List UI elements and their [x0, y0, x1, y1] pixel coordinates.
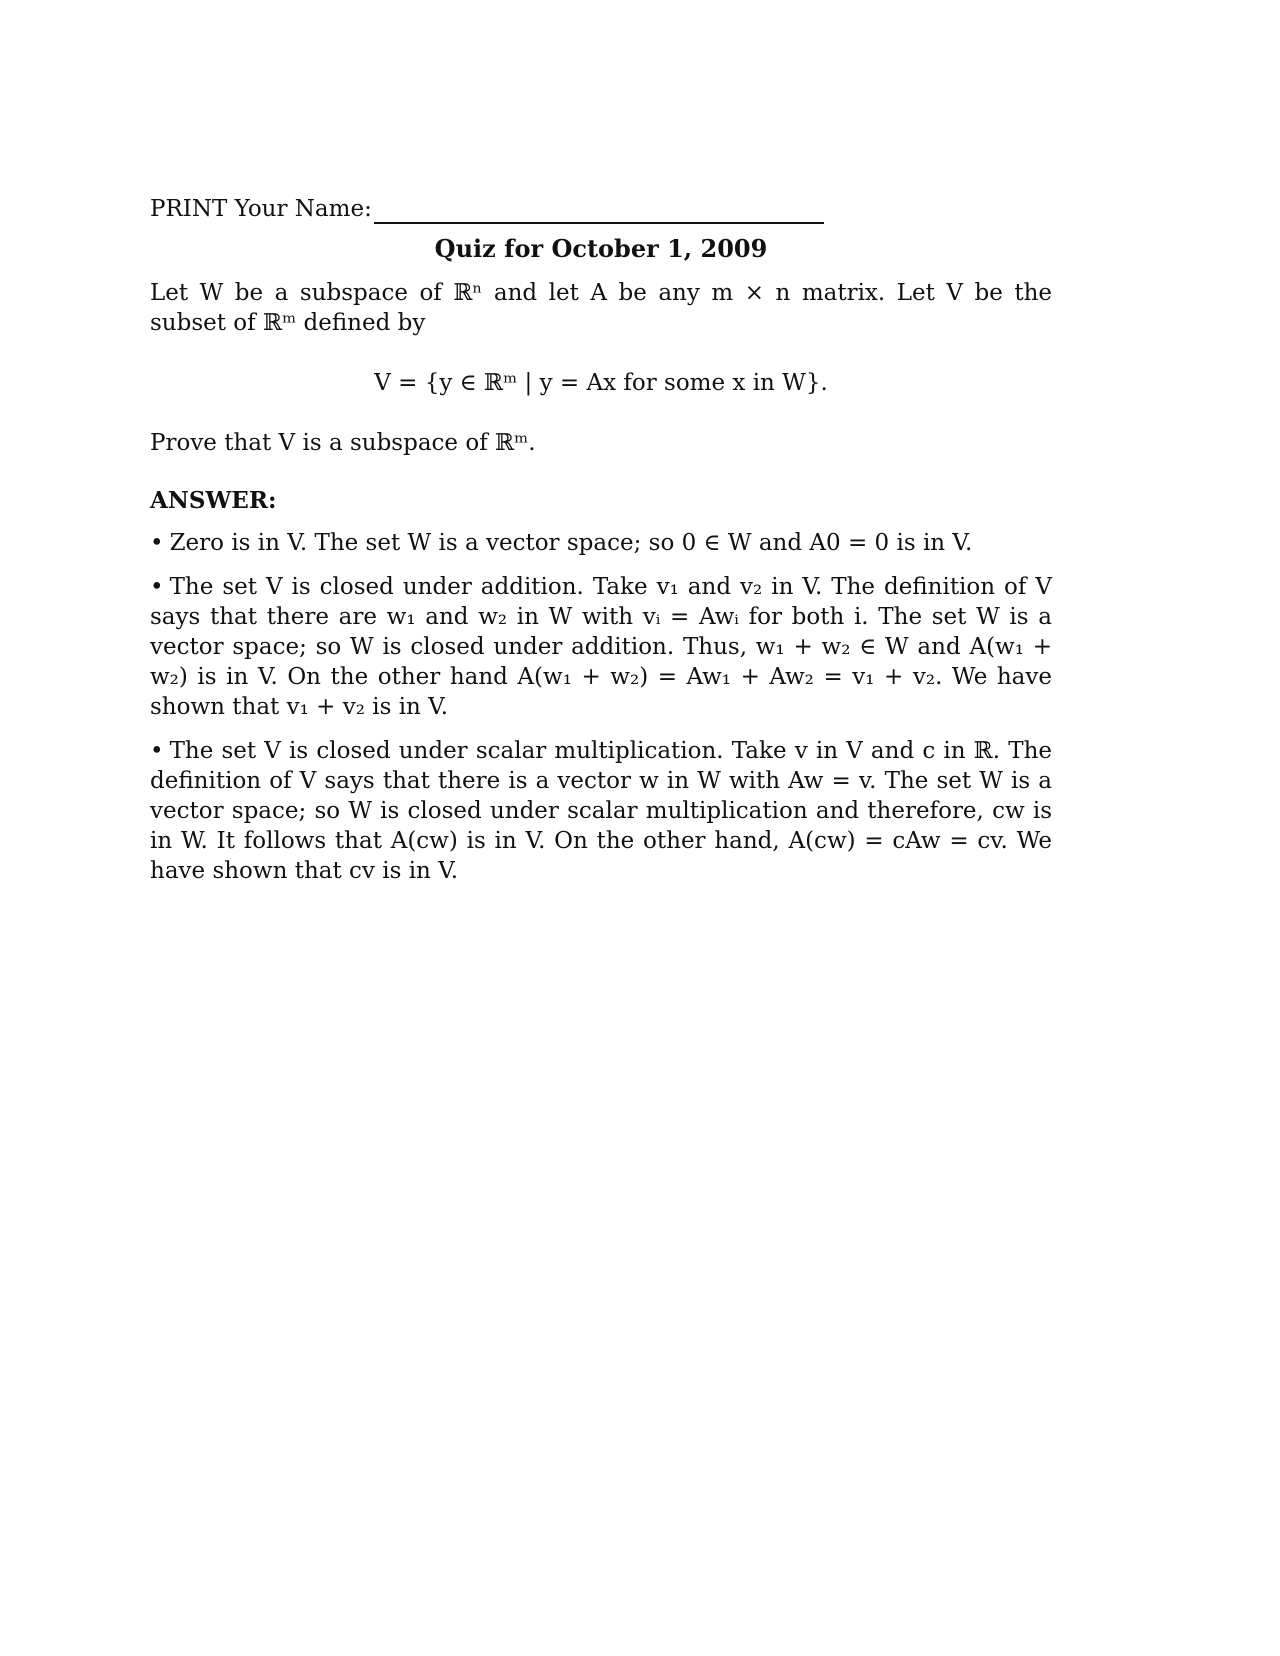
quiz-title: Quiz for October 1, 2009 [434, 234, 768, 263]
name-field-row [150, 190, 1052, 224]
quiz-page [150, 190, 1052, 900]
answer-bullet-scalar [150, 736, 1052, 886]
answer-heading: ANSWER: [150, 487, 277, 514]
bullet-icon: • [150, 530, 164, 556]
bullet-icon: • [150, 738, 164, 764]
bullet-text: The set V is closed under addition. Take v₁ and v₂ in V. The definition of V says that there are w₁ and w₂ in W with vᵢ = Awᵢ for both i. The set W is a vector space; so W is closed under addition. Thus, w₁ + w₂ ∈ W and A(w₁ + w₂) is in V. On the other hand A(w₁ + w₂) = Aw₁ + Aw₂ = v₁ + v₂. We have shown that v₁ + v₂ is in V. [150, 574, 1052, 720]
problem-prove-statement: Prove that V is a subspace of ℝᵐ. [150, 430, 536, 456]
bullet-icon: • [150, 574, 164, 600]
bullet-text: Zero is in V. The set W is a vector space; so 0 ∈ W and A0 = 0 is in V. [169, 530, 973, 556]
name-label: PRINT Your Name: [150, 196, 372, 222]
answer-bullet-addition [150, 572, 1052, 722]
answer-bullet-zero [150, 528, 1052, 558]
name-blank-line [374, 200, 824, 224]
bullet-text: The set V is closed under scalar multiplication. Take v in V and c in ℝ. The definition of V says that there is a vector w in W with Aw = v. The set W is a vector space; so W is closed under scalar multiplication and therefore, cw is in W. It follows that A(cw) is in V. On the other hand, A(cw) = cAw = cv. We have shown that cv is in V. [150, 738, 1052, 884]
problem-intro: Let W be a subspace of ℝⁿ and let A be any m × n matrix. Let V be the subset of ℝᵐ defined by [150, 280, 1052, 336]
set-definition: V = {y ∈ ℝᵐ | y = Ax for some x in W}. [374, 370, 828, 396]
